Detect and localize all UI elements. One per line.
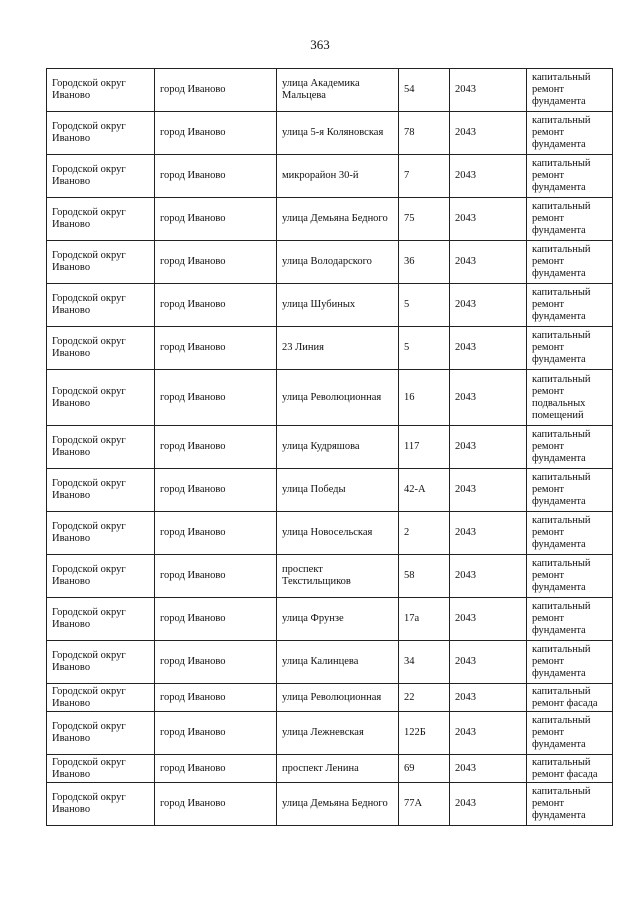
year-cell: 2043 xyxy=(450,755,527,783)
house-number-cell: 17а xyxy=(399,598,450,641)
table-row xyxy=(47,155,613,198)
district-cell: Городской округ Иваново xyxy=(47,712,155,755)
table-row xyxy=(47,641,613,684)
house-number-cell: 54 xyxy=(399,69,450,112)
house-number-cell: 36 xyxy=(399,241,450,284)
street-cell: проспект Текстильщиков xyxy=(277,555,399,598)
year-cell: 2043 xyxy=(450,112,527,155)
house-number-cell: 117 xyxy=(399,426,450,469)
city-cell: город Иваново xyxy=(155,755,277,783)
street-cell: улица Победы xyxy=(277,469,399,512)
street-cell: улица Володарского xyxy=(277,241,399,284)
year-cell: 2043 xyxy=(450,69,527,112)
city-cell: город Иваново xyxy=(155,284,277,327)
house-number-cell: 42-А xyxy=(399,469,450,512)
year-cell: 2043 xyxy=(450,426,527,469)
year-cell: 2043 xyxy=(450,284,527,327)
house-number-cell: 78 xyxy=(399,112,450,155)
table-row xyxy=(47,469,613,512)
year-cell: 2043 xyxy=(450,198,527,241)
work-type-cell: капитальный ремонт фундамента xyxy=(527,598,613,641)
city-cell: город Иваново xyxy=(155,555,277,598)
work-type-cell: капитальный ремонт фундамента xyxy=(527,469,613,512)
house-number-cell: 22 xyxy=(399,684,450,712)
table-row xyxy=(47,512,613,555)
street-cell: улица Калинцева xyxy=(277,641,399,684)
table-row xyxy=(47,755,613,783)
year-cell: 2043 xyxy=(450,469,527,512)
table-row xyxy=(47,598,613,641)
street-cell: улица 5-я Коляновская xyxy=(277,112,399,155)
street-cell: улица Революционная xyxy=(277,370,399,426)
year-cell: 2043 xyxy=(450,684,527,712)
work-type-cell: капитальный ремонт фундамента xyxy=(527,783,613,826)
district-cell: Городской округ Иваново xyxy=(47,241,155,284)
house-number-cell: 75 xyxy=(399,198,450,241)
year-cell: 2043 xyxy=(450,598,527,641)
table-row xyxy=(47,69,613,112)
work-type-cell: капитальный ремонт фундамента xyxy=(527,155,613,198)
district-cell: Городской округ Иваново xyxy=(47,426,155,469)
city-cell: город Иваново xyxy=(155,198,277,241)
street-cell: улица Кудряшова xyxy=(277,426,399,469)
house-number-cell: 5 xyxy=(399,284,450,327)
house-number-cell: 5 xyxy=(399,327,450,370)
year-cell: 2043 xyxy=(450,712,527,755)
work-type-cell: капитальный ремонт фундамента xyxy=(527,284,613,327)
year-cell: 2043 xyxy=(450,370,527,426)
street-cell: проспект Ленина xyxy=(277,755,399,783)
year-cell: 2043 xyxy=(450,641,527,684)
city-cell: город Иваново xyxy=(155,469,277,512)
city-cell: город Иваново xyxy=(155,327,277,370)
table-row xyxy=(47,284,613,327)
work-type-cell: капитальный ремонт фундамента xyxy=(527,241,613,284)
work-type-cell: капитальный ремонт фундамента xyxy=(527,712,613,755)
work-type-cell: капитальный ремонт фундамента xyxy=(527,198,613,241)
house-number-cell: 2 xyxy=(399,512,450,555)
street-cell: улица Новосельская xyxy=(277,512,399,555)
table-row xyxy=(47,555,613,598)
city-cell: город Иваново xyxy=(155,684,277,712)
street-cell: улица Фрунзе xyxy=(277,598,399,641)
district-cell: Городской округ Иваново xyxy=(47,198,155,241)
street-cell: 23 Линия xyxy=(277,327,399,370)
street-cell: микрорайон 30-й xyxy=(277,155,399,198)
house-number-cell: 58 xyxy=(399,555,450,598)
district-cell: Городской округ Иваново xyxy=(47,327,155,370)
house-number-cell: 16 xyxy=(399,370,450,426)
table-row xyxy=(47,198,613,241)
table-row xyxy=(47,783,613,826)
work-type-cell: капитальный ремонт фундамента xyxy=(527,112,613,155)
work-type-cell: капитальный ремонт фасада xyxy=(527,684,613,712)
table-row xyxy=(47,327,613,370)
city-cell: город Иваново xyxy=(155,783,277,826)
city-cell: город Иваново xyxy=(155,69,277,112)
street-cell: улица Лежневская xyxy=(277,712,399,755)
repair-schedule-table xyxy=(46,68,613,826)
city-cell: город Иваново xyxy=(155,512,277,555)
table-row xyxy=(47,426,613,469)
work-type-cell: капитальный ремонт фундамента xyxy=(527,555,613,598)
city-cell: город Иваново xyxy=(155,598,277,641)
year-cell: 2043 xyxy=(450,327,527,370)
district-cell: Городской округ Иваново xyxy=(47,69,155,112)
city-cell: город Иваново xyxy=(155,712,277,755)
work-type-cell: капитальный ремонт фасада xyxy=(527,755,613,783)
year-cell: 2043 xyxy=(450,512,527,555)
table-row xyxy=(47,112,613,155)
district-cell: Городской округ Иваново xyxy=(47,783,155,826)
city-cell: город Иваново xyxy=(155,370,277,426)
house-number-cell: 77А xyxy=(399,783,450,826)
district-cell: Городской округ Иваново xyxy=(47,755,155,783)
year-cell: 2043 xyxy=(450,241,527,284)
work-type-cell: капитальный ремонт фундамента xyxy=(527,426,613,469)
work-type-cell: капитальный ремонт подвальных помещений xyxy=(527,370,613,426)
street-cell: улица Шубиных xyxy=(277,284,399,327)
district-cell: Городской округ Иваново xyxy=(47,370,155,426)
page-number: 363 xyxy=(310,37,330,52)
district-cell: Городской округ Иваново xyxy=(47,641,155,684)
city-cell: город Иваново xyxy=(155,112,277,155)
table-row xyxy=(47,712,613,755)
street-cell: улица Революционная xyxy=(277,684,399,712)
district-cell: Городской округ Иваново xyxy=(47,555,155,598)
city-cell: город Иваново xyxy=(155,426,277,469)
street-cell: улица Демьяна Бедного xyxy=(277,198,399,241)
year-cell: 2043 xyxy=(450,783,527,826)
house-number-cell: 122Б xyxy=(399,712,450,755)
year-cell: 2043 xyxy=(450,155,527,198)
city-cell: город Иваново xyxy=(155,155,277,198)
district-cell: Городской округ Иваново xyxy=(47,112,155,155)
work-type-cell: капитальный ремонт фундамента xyxy=(527,69,613,112)
district-cell: Городской округ Иваново xyxy=(47,512,155,555)
table-row xyxy=(47,241,613,284)
district-cell: Городской округ Иваново xyxy=(47,469,155,512)
city-cell: город Иваново xyxy=(155,241,277,284)
district-cell: Городской округ Иваново xyxy=(47,284,155,327)
house-number-cell: 7 xyxy=(399,155,450,198)
table-row xyxy=(47,370,613,426)
table-row xyxy=(47,684,613,712)
district-cell: Городской округ Иваново xyxy=(47,155,155,198)
house-number-cell: 34 xyxy=(399,641,450,684)
house-number-cell: 69 xyxy=(399,755,450,783)
street-cell: улица Академика Мальцева xyxy=(277,69,399,112)
work-type-cell: капитальный ремонт фундамента xyxy=(527,512,613,555)
street-cell: улица Демьяна Бедного xyxy=(277,783,399,826)
city-cell: город Иваново xyxy=(155,641,277,684)
district-cell: Городской округ Иваново xyxy=(47,684,155,712)
district-cell: Городской округ Иваново xyxy=(47,598,155,641)
work-type-cell: капитальный ремонт фундамента xyxy=(527,327,613,370)
work-type-cell: капитальный ремонт фундамента xyxy=(527,641,613,684)
year-cell: 2043 xyxy=(450,555,527,598)
